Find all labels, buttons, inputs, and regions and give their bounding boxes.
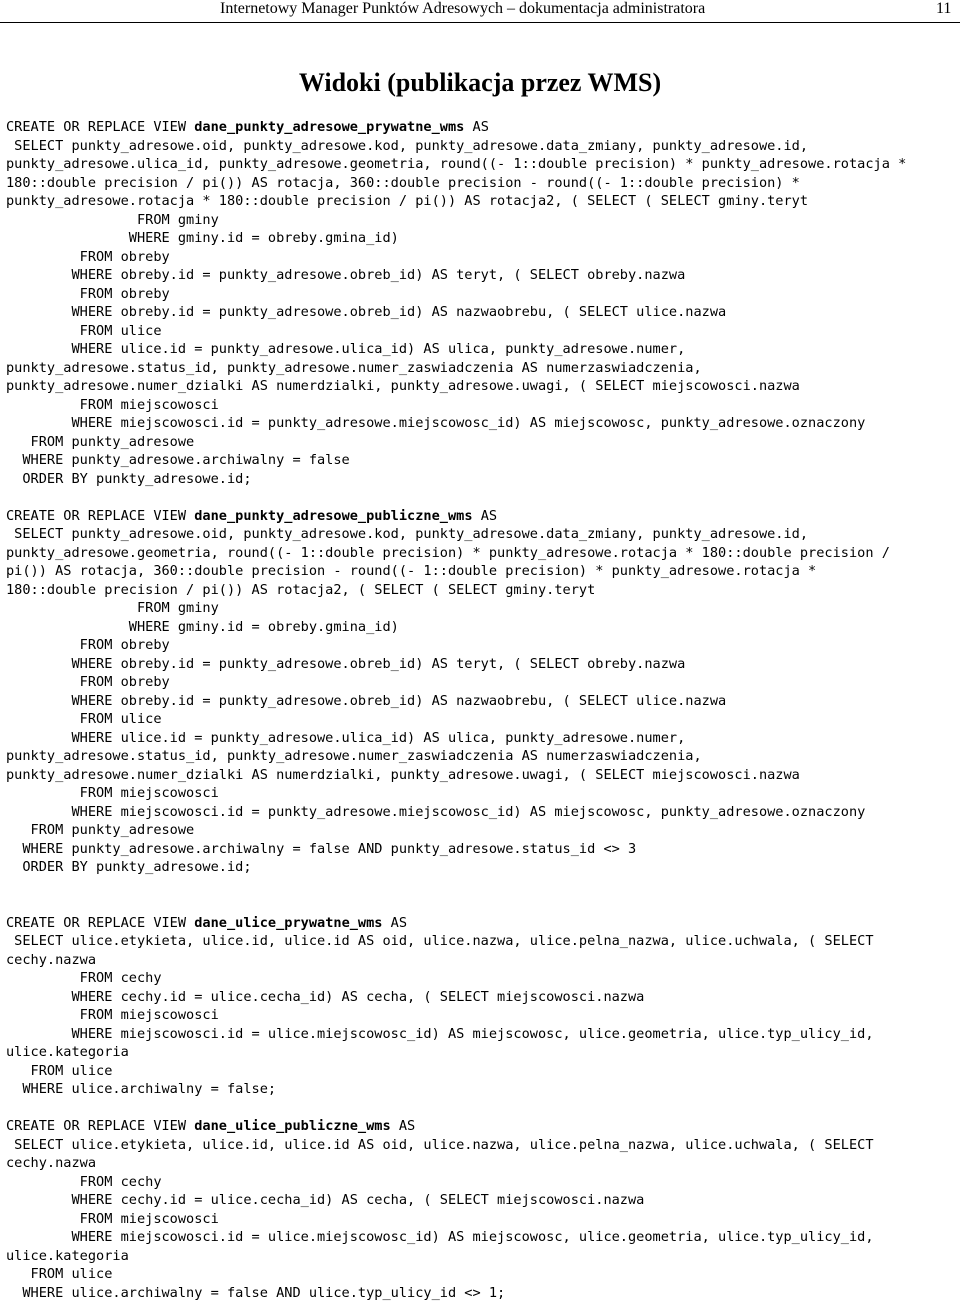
code-text: WHERE punkty_adresowe.archiwalny = false AND punkty_adresowe.status_id <> 3 [6, 840, 637, 857]
view-name: dane_punkty_adresowe_prywatne_wms [194, 119, 465, 135]
code-text: ulice.kategoria [6, 1247, 129, 1264]
code-text: punkty_adresowe.numer_dzialki AS numerdzialki, punkty_adresowe.uwagi, ( SELECT miejscowosci.nazwa [6, 766, 800, 783]
code-text: WHERE ulice.id = punkty_adresowe.ulica_id) AS ulica, punkty_adresowe.numer, [6, 729, 686, 746]
code-text: SELECT punkty_adresowe.oid, punkty_adresowe.kod, punkty_adresowe.data_zmiany, punkty_adresowe.id, [6, 137, 809, 154]
code-line [6, 433, 958, 452]
code-line [6, 692, 958, 711]
code-text: WHERE miejscowosci.id = punkty_adresowe.miejscowosc_id) AS miejscowosc, punkty_adresowe.oznaczony [6, 415, 866, 431]
code-line [6, 322, 958, 341]
code-line [6, 396, 958, 415]
code-line [6, 747, 958, 766]
code-text: FROM obreby [6, 248, 170, 265]
code-text: WHERE obreby.id = punkty_adresowe.obreb_id) AS nazwaobrebu, ( SELECT ulice.nazwa [6, 304, 727, 320]
code-text: punkty_adresowe.status_id, punkty_adresowe.numer_zaswiadczenia AS numerzaswiadczenia, [6, 359, 702, 376]
code-text: ulice.kategoria [6, 1044, 129, 1060]
code-line [6, 1006, 958, 1025]
code-line [6, 266, 958, 285]
code-text: ORDER BY punkty_adresowe.id; [6, 859, 252, 875]
code-text: FROM obreby [6, 285, 170, 302]
code-text: WHERE ulice.archiwalny = false; [6, 1081, 277, 1097]
code-line [6, 1284, 958, 1303]
code-line [6, 803, 958, 822]
code-line [6, 1062, 958, 1081]
code-line [6, 488, 958, 507]
code-text: punkty_adresowe.rotacja * 180::double precision / pi()) AS rotacja2, ( SELECT ( SELECT gminy.teryt [6, 193, 809, 209]
code-text: FROM gminy [6, 211, 219, 228]
code-text: WHERE miejscowosci.id = punkty_adresowe.miejscowosc_id) AS miejscowosc, punkty_adresowe.oznaczony [6, 803, 866, 820]
code-text: FROM miejscowosci [6, 396, 219, 413]
code-text: FROM ulice [6, 711, 162, 727]
code-text: AS [390, 1118, 416, 1134]
code-text: CREATE OR REPLACE VIEW [6, 119, 195, 135]
code-line [6, 1265, 958, 1284]
code-line [6, 1043, 958, 1062]
code-text: SELECT ulice.etykieta, ulice.id, ulice.id AS oid, ulice.nazwa, ulice.pelna_nazwa, ulice.uchwala, ( SELECT [6, 933, 874, 949]
code-line [6, 840, 958, 859]
code-line [6, 507, 958, 526]
code-text: WHERE obreby.id = punkty_adresowe.obreb_id) AS nazwaobrebu, ( SELECT ulice.nazwa [6, 692, 727, 709]
code-line [6, 969, 958, 988]
code-line [6, 895, 958, 914]
code-line [6, 1154, 958, 1173]
code-text: punkty_adresowe.numer_dzialki AS numerdzialki, punkty_adresowe.uwagi, ( SELECT miejscowosci.nazwa [6, 378, 800, 394]
code-text: pi()) AS rotacja, 360::double precision - round((- 1::double precision) * punkty_adresowe.rotacja * [6, 563, 817, 579]
view-name: dane_punkty_adresowe_publiczne_wms [194, 507, 473, 524]
code-line [6, 470, 958, 489]
section-title: Widoki (publikacja przez WMS) [298, 68, 662, 97]
view-name: dane_ulice_prywatne_wms [194, 914, 383, 931]
code-text: SELECT ulice.etykieta, ulice.id, ulice.id AS oid, ulice.nazwa, ulice.pelna_nazwa, ulice.uchwala, ( SELECT [6, 1136, 874, 1153]
code-line [6, 932, 958, 951]
code-text: WHERE ulice.archiwalny = false AND ulice.typ_ulicy_id <> 1; [6, 1284, 506, 1301]
code-line [6, 1228, 958, 1247]
code-line [6, 1210, 958, 1229]
document-title: Internetowy Manager Punktów Adresowych – dokumentacja administratora [220, 0, 706, 17]
code-text: punkty_adresowe.geometria, round((- 1::double precision) * punkty_adresowe.rotacja * 180::double precision / [6, 544, 890, 561]
code-line [6, 988, 958, 1007]
code-line [6, 710, 958, 729]
code-text: SELECT punkty_adresowe.oid, punkty_adresowe.kod, punkty_adresowe.data_zmiany, punkty_adresowe.id, [6, 526, 809, 542]
code-line [6, 951, 958, 970]
view-name: dane_ulice_publiczne_wms [194, 1118, 391, 1134]
code-text: FROM gminy [6, 600, 219, 616]
code-line [6, 340, 958, 359]
code-text: FROM ulice [6, 1266, 113, 1282]
code-line [6, 118, 958, 137]
code-text: FROM cechy [6, 970, 162, 986]
code-text: FROM cechy [6, 1173, 162, 1190]
code-text: AS [382, 914, 408, 931]
code-line [6, 581, 958, 600]
code-line [6, 303, 958, 322]
code-line [6, 211, 958, 230]
code-line [6, 359, 958, 378]
code-line [6, 1025, 958, 1044]
code-line [6, 599, 958, 618]
page-header [0, 0, 960, 23]
code-text: FROM punkty_adresowe [6, 433, 195, 450]
code-text: WHERE gminy.id = obreby.gmina_id) [6, 618, 399, 635]
code-text: FROM punkty_adresowe [6, 822, 195, 838]
code-line [6, 451, 958, 470]
code-line [6, 1191, 958, 1210]
page-number: 11 [936, 0, 952, 17]
code-text: FROM miejscowosci [6, 1007, 219, 1023]
code-text: WHERE cechy.id = ulice.cecha_id) AS cecha, ( SELECT miejscowosci.nazwa [6, 988, 645, 1005]
code-line [6, 192, 958, 211]
code-text: punkty_adresowe.status_id, punkty_adresowe.numer_zaswiadczenia AS numerzaswiadczenia, [6, 748, 702, 764]
code-text: CREATE OR REPLACE VIEW [6, 914, 195, 931]
code-line [6, 137, 958, 156]
code-line [6, 877, 958, 896]
code-line [6, 229, 958, 248]
code-line [6, 1099, 958, 1118]
code-text: CREATE OR REPLACE VIEW [6, 507, 195, 524]
code-line [6, 858, 958, 877]
code-text: WHERE gminy.id = obreby.gmina_id) [6, 230, 399, 246]
code-text: 180::double precision / pi()) AS rotacja2, ( SELECT ( SELECT gminy.teryt [6, 581, 596, 598]
code-text: FROM ulice [6, 322, 162, 339]
sql-code-block [6, 118, 958, 1302]
code-line [6, 1247, 958, 1266]
code-line [6, 821, 958, 840]
code-line [6, 914, 958, 933]
code-text: CREATE OR REPLACE VIEW [6, 1118, 195, 1134]
code-line [6, 525, 958, 544]
code-line [6, 618, 958, 637]
code-text: AS [472, 507, 498, 524]
code-line [6, 673, 958, 692]
code-line [6, 636, 958, 655]
code-text: cechy.nazwa [6, 1155, 97, 1171]
code-line [6, 248, 958, 267]
code-text: ORDER BY punkty_adresowe.id; [6, 470, 252, 487]
code-text: WHERE obreby.id = punkty_adresowe.obreb_id) AS teryt, ( SELECT obreby.nazwa [6, 267, 686, 283]
code-text: punkty_adresowe.ulica_id, punkty_adresowe.geometria, round((- 1::double precision) * punkty_adresowe.rotacja * [6, 156, 907, 172]
code-text: WHERE ulice.id = punkty_adresowe.ulica_id) AS ulica, punkty_adresowe.numer, [6, 341, 686, 357]
code-text: 180::double precision / pi()) AS rotacja, 360::double precision - round((- 1::double precision) * [6, 174, 800, 191]
code-line [6, 766, 958, 785]
code-line [6, 562, 958, 581]
code-text: FROM obreby [6, 674, 170, 690]
code-line [6, 1117, 958, 1136]
code-line [6, 784, 958, 803]
code-text: FROM ulice [6, 1062, 113, 1079]
code-text: cechy.nazwa [6, 951, 97, 968]
code-text: FROM miejscowosci [6, 785, 219, 801]
code-line [6, 544, 958, 563]
code-line [6, 1173, 958, 1192]
code-line [6, 1080, 958, 1099]
code-text: FROM miejscowosci [6, 1210, 219, 1227]
code-line [6, 174, 958, 193]
code-text: WHERE miejscowosci.id = ulice.miejscowosc_id) AS miejscowosc, ulice.geometria, ulice.typ_ulicy_id, [6, 1229, 874, 1245]
code-line [6, 655, 958, 674]
code-text: FROM obreby [6, 637, 170, 653]
code-text: WHERE cechy.id = ulice.cecha_id) AS cecha, ( SELECT miejscowosci.nazwa [6, 1192, 645, 1208]
code-line [6, 155, 958, 174]
code-line [6, 377, 958, 396]
code-line [6, 414, 958, 433]
code-text: WHERE miejscowosci.id = ulice.miejscowosc_id) AS miejscowosc, ulice.geometria, ulice.typ_ulicy_id, [6, 1025, 874, 1042]
code-line [6, 285, 958, 304]
code-text: WHERE obreby.id = punkty_adresowe.obreb_id) AS teryt, ( SELECT obreby.nazwa [6, 655, 686, 672]
code-text: WHERE punkty_adresowe.archiwalny = false [6, 452, 350, 468]
code-line [6, 729, 958, 748]
code-line [6, 1136, 958, 1155]
code-text: AS [464, 119, 489, 135]
